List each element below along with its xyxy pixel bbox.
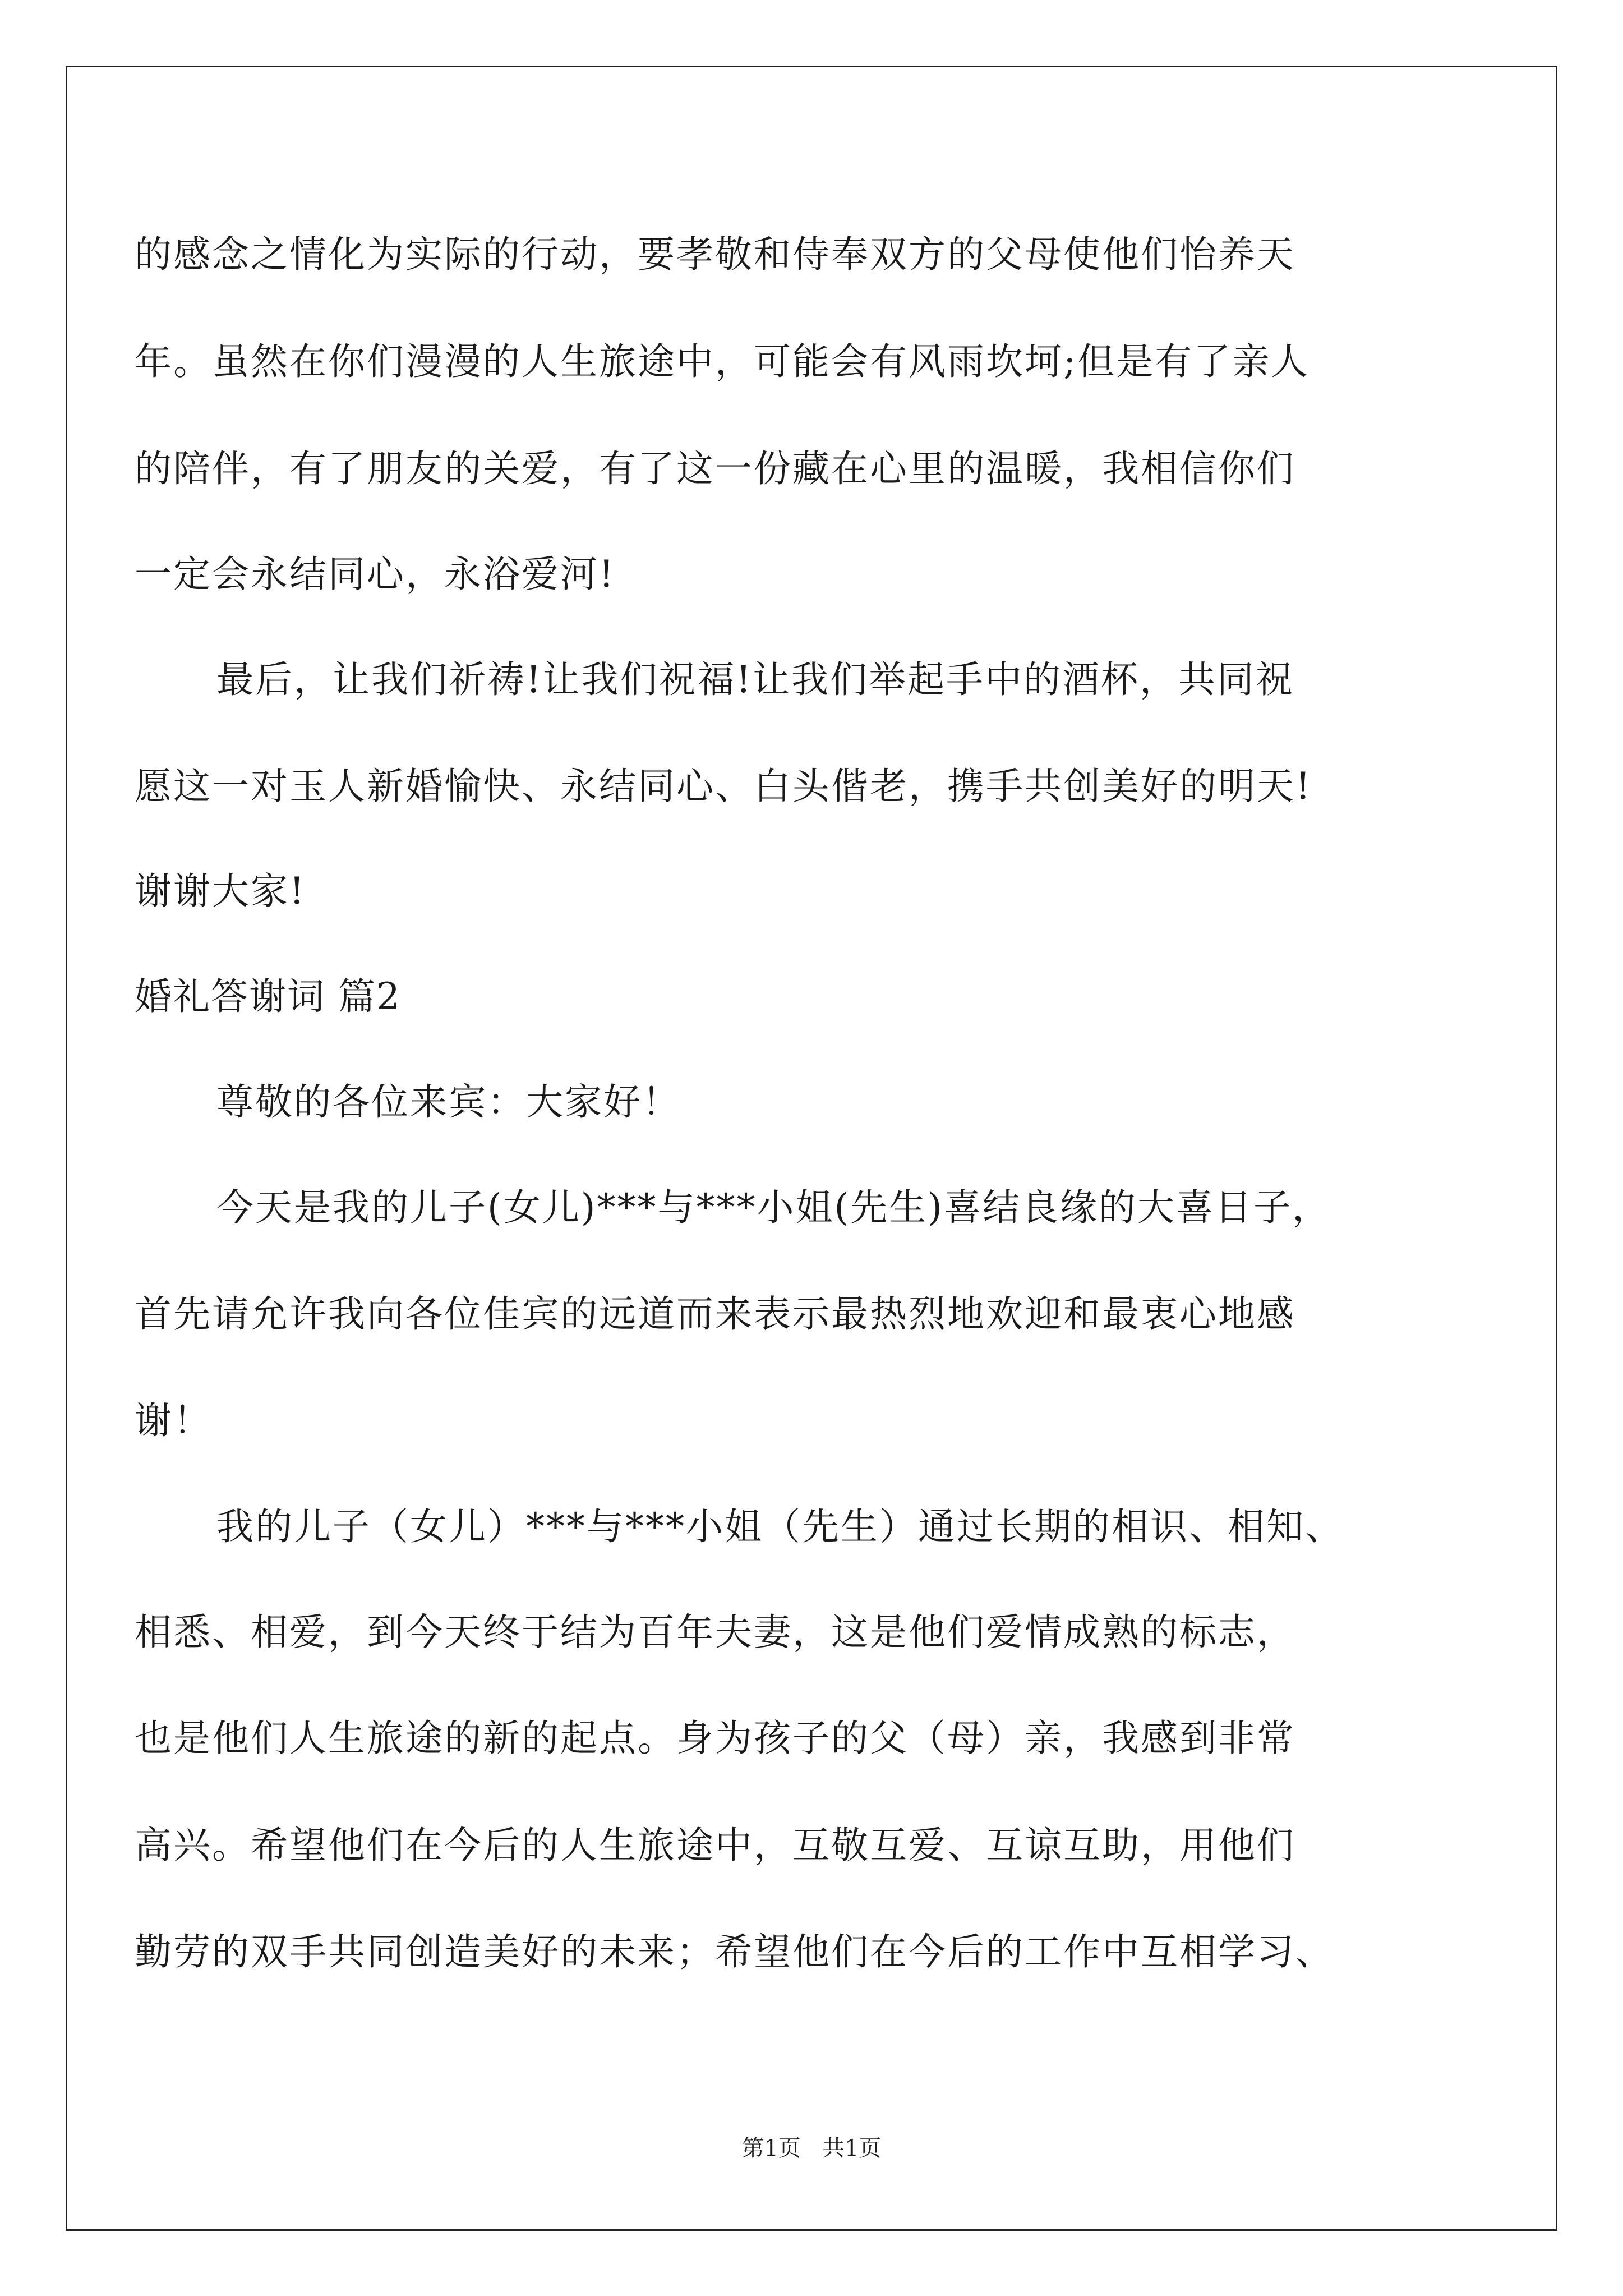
- text-line: 谢！: [135, 1399, 212, 1442]
- text-line: 一定会永结同心，永浴爱河!: [135, 553, 616, 596]
- section-heading: 婚礼答谢词 篇2: [135, 975, 401, 1018]
- text-line: 谢谢大家!: [135, 869, 306, 913]
- page-border: [66, 66, 1557, 2231]
- text-line: 勤劳的双手共同创造美好的未来；希望他们在今后的工作中互相学习、: [135, 1930, 1334, 1973]
- text-line: 也是他们人生旅途的新的起点。身为孩子的父（母）亲，我感到非常: [135, 1717, 1295, 1760]
- text-line: 的感念之情化为实际的行动，要孝敬和侍奉双方的父母使他们怡养天: [135, 233, 1295, 276]
- text-line: 的陪伴，有了朋友的关爱，有了这一份藏在心里的温暖，我相信你们: [135, 447, 1295, 490]
- text-line: 愿这一对玉人新婚愉快、永结同心、白头偕老，携手共创美好的明天!: [135, 765, 1312, 808]
- text-line: 首先请允许我向各位佳宾的远道而来表示最热烈地欢迎和最衷心地感: [135, 1292, 1295, 1336]
- text-line: 年。虽然在你们漫漫的人生旅途中，可能会有风雨坎坷;但是有了亲人: [135, 340, 1310, 383]
- paragraph-first-line: 我的儿子（女儿）***与***小姐（先生）通过长期的相识、相知、: [216, 1505, 1344, 1548]
- text-line: 高兴。希望他们在今后的人生旅途中，互敬互爱、互谅互助，用他们: [135, 1824, 1295, 1867]
- salutation: 尊敬的各位来宾：大家好！: [216, 1080, 681, 1124]
- page-footer: 第1页 共1页: [741, 2136, 882, 2161]
- paragraph-first-line: 最后，让我们祈祷!让我们祝福!让我们举起手中的酒杯，共同祝: [216, 658, 1295, 701]
- text-line: 相悉、相爱，到今天终于结为百年夫妻，这是他们爱情成熟的标志，: [135, 1611, 1295, 1654]
- paragraph-first-line: 今天是我的儿子(女儿)***与***小姐(先生)喜结良缘的大喜日子，: [216, 1186, 1331, 1229]
